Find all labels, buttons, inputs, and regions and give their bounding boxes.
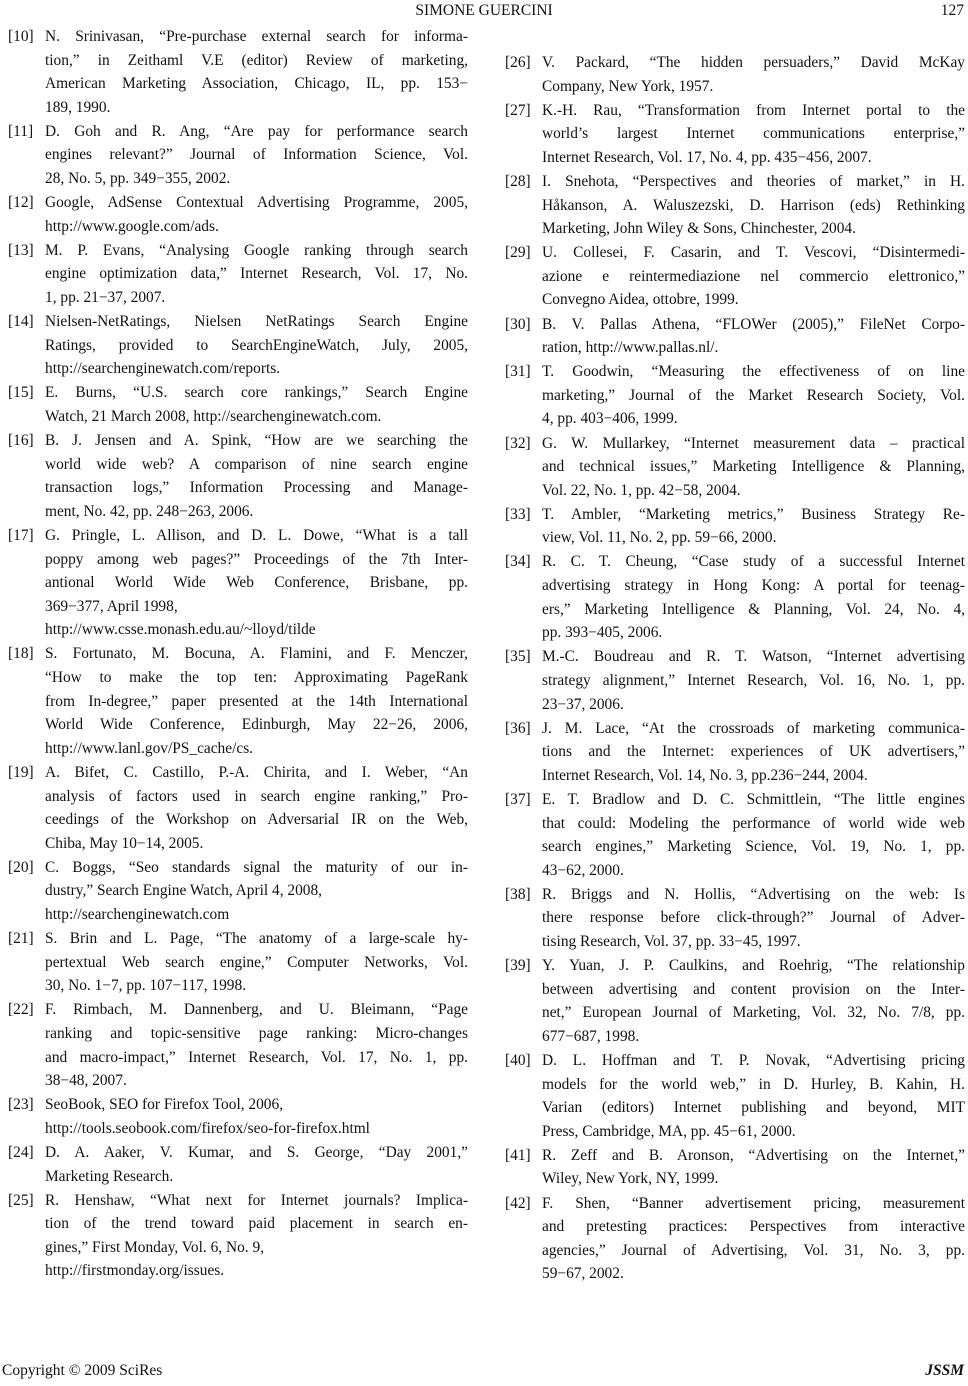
reference-line: advertising strategy in Hong Kong: A portal for teenag-	[542, 577, 965, 595]
reference-line: G. Pringle, L. Allison, and D. L. Dowe, “What is a tall	[45, 526, 468, 544]
reference-line: Company, New York, 1957.	[542, 77, 714, 95]
reference-line: poppy among web pages?” Proceedings of the 7th Inter-	[45, 550, 468, 568]
reference-number: [30]	[505, 315, 531, 333]
reference-number: [26]	[505, 54, 531, 71]
reference-entry	[8, 120, 468, 191]
reference-line: “How to make the top ten: Approximating PageRank	[45, 669, 468, 687]
reference-entry	[8, 1189, 468, 1283]
reference-number: [28]	[505, 172, 531, 190]
reference-entry	[505, 313, 965, 360]
reference-line: S. Fortunato, M. Bocuna, A. Flamini, and F. Menczer,	[45, 645, 468, 663]
copyright-notice: Copyright © 2009 SciRes	[2, 1362, 163, 1379]
reference-line: world wide web? A comparison of nine search engine	[45, 455, 468, 473]
reference-line: M.-C. Boudreau and R. T. Watson, “Internet advertising	[542, 648, 965, 666]
reference-line: T. Goodwin, “Measuring the effectiveness of on line	[542, 363, 965, 381]
reference-line: 4, pp. 403−406, 1999.	[542, 410, 678, 428]
reference-line: D. A. Aaker, V. Kumar, and S. George, “Day 2001,”	[45, 1143, 468, 1161]
reference-line: D. Goh and R. Ang, “Are pay for performance search	[45, 122, 468, 140]
reference-line: E. Burns, “U.S. search core rankings,” Search Engine	[45, 384, 468, 402]
reference-line: 189, 1990.	[45, 98, 111, 116]
reference-entry	[505, 1144, 965, 1191]
reference-line: 30, No. 1−7, pp. 107−117, 1998.	[45, 977, 247, 995]
reference-number: [19]	[8, 763, 34, 781]
reference-line: Håkanson, A. Waluszezski, D. Harrison (eds) Rethinking	[542, 196, 965, 214]
reference-line: dustry,” Search Engine Watch, April 4, 2008,	[45, 882, 323, 900]
reference-line: that could: Modeling the performance of world wide web	[542, 814, 965, 832]
reference-line: D. L. Hoffman and T. P. Novak, “Advertising pricing	[542, 1051, 965, 1069]
reference-line: http://firstmonday.org/issues.	[45, 1262, 225, 1280]
reference-number: [22]	[8, 1001, 34, 1019]
reference-line: ranking and topic-sensitive page ranking: Micro-changes	[45, 1024, 468, 1042]
reference-line: R. Zeff and B. Aronson, “Advertising on the Internet,”	[542, 1146, 965, 1164]
reference-line: E. T. Bradlow and D. C. Schmittlein, “The little engines	[542, 790, 965, 808]
reference-line: U. Collesei, F. Casarin, and T. Vescovi, “Disintermedi-	[542, 244, 965, 262]
reference-entry	[8, 381, 468, 428]
reference-entry	[8, 642, 468, 760]
reference-line: N. Srinivasan, “Pre-purchase external search for informa-	[45, 28, 468, 45]
reference-line: F. Rimbach, M. Dannenberg, and U. Bleimann, “Page	[45, 1001, 468, 1019]
reference-line: Ratings, provided to SearchEngineWatch, July, 2005,	[45, 336, 468, 354]
reference-number: [13]	[8, 241, 34, 259]
reference-entry	[505, 1049, 965, 1143]
reference-line: R. Briggs and N. Hollis, “Advertising on the web: Is	[542, 885, 965, 903]
reference-entry	[505, 99, 965, 170]
reference-line: http://searchenginewatch.com/reports.	[45, 360, 281, 378]
reference-line: and macro-impact,” Internet Research, Vol. 17, No. 1, pp.	[45, 1048, 468, 1066]
reference-line: http://tools.seobook.com/firefox/seo-for-firefox.html	[45, 1119, 370, 1137]
reference-number: [20]	[8, 858, 34, 876]
reference-line: there response before click-through?” Journal of Adver-	[542, 909, 965, 927]
reference-line: Convegno Aidea, ottobre, 1999.	[542, 291, 739, 309]
reference-number: [29]	[505, 244, 531, 262]
reference-entry	[505, 51, 965, 98]
reference-line: Y. Yuan, J. P. Caulkins, and Roehrig, “The relationship	[542, 957, 965, 975]
reference-entry	[505, 954, 965, 1048]
reference-line: 677−687, 1998.	[542, 1027, 640, 1045]
reference-line: and pretesting practices: Perspectives from interactive	[542, 1218, 965, 1236]
reference-line: I. Snehota, “Perspectives and theories of market,” in H.	[542, 172, 965, 190]
reference-line: engine optimization data,” Internet Research, Vol. 17, No.	[45, 265, 468, 283]
reference-line: antional World Wide Web Conference, Brisbane, pp.	[45, 574, 468, 592]
header-author: SIMONE GUERCINI	[415, 2, 553, 19]
reference-entry	[8, 998, 468, 1092]
reference-entry	[8, 1093, 468, 1140]
reference-entry	[505, 883, 965, 954]
references-left-column	[8, 25, 468, 1283]
reference-number: [23]	[8, 1096, 34, 1114]
reference-entry	[505, 717, 965, 788]
reference-line: Wiley, New York, NY, 1999.	[542, 1170, 719, 1188]
reference-line: pertextual Web search engine,” Computer Networks, Vol.	[45, 953, 468, 971]
reference-line: transaction logs,” Information Processing and Manage-	[45, 479, 468, 497]
reference-number: [15]	[8, 384, 34, 402]
reference-entry	[505, 1192, 965, 1286]
reference-number: [34]	[505, 553, 531, 571]
reference-line: engines relevant?” Journal of Information Science, Vol.	[45, 146, 468, 164]
reference-number: [27]	[505, 101, 531, 119]
reference-line: tion,” in Zeithaml V.E (editor) Review of marketing,	[45, 51, 468, 69]
reference-line: Internet Research, Vol. 14, No. 3, pp.236−244, 2004.	[542, 766, 868, 784]
reference-line: K.-H. Rau, “Transformation from Internet portal to the	[542, 101, 965, 119]
reference-number: [21]	[8, 930, 34, 948]
reference-line: SeoBook, SEO for Firefox Tool, 2006,	[45, 1096, 284, 1114]
page-number: 127	[940, 2, 964, 19]
reference-line: 23−37, 2006.	[542, 695, 624, 713]
reference-line: 1, pp. 21−37, 2007.	[45, 289, 166, 307]
reference-line: from In-degree,” paper presented at the 14th International	[45, 692, 468, 710]
reference-entry	[505, 170, 965, 241]
reference-line: A. Bifet, C. Castillo, P.-A. Chirita, and I. Weber, “An	[45, 763, 468, 781]
reference-entry	[505, 360, 965, 431]
reference-line: world’s largest Internet communications enterprise,”	[542, 125, 965, 143]
reference-line: Vol. 22, No. 1, pp. 42−58, 2004.	[542, 481, 741, 499]
reference-line: tion of the trend toward paid placement in search en-	[45, 1215, 468, 1233]
reference-line: J. M. Lace, “At the crossroads of marketing communica-	[542, 719, 965, 737]
reference-line: view, Vol. 11, No. 2, pp. 59−66, 2000.	[542, 529, 777, 547]
reference-line: azione e reintermediazione nel commercio elettronico,”	[542, 267, 965, 285]
reference-line: net,” European Journal of Marketing, Vol. 32, No. 7/8, pp.	[542, 1004, 965, 1022]
reference-line: http://www.csse.monash.edu.au/~lloyd/tilde	[45, 621, 316, 639]
reference-entry	[8, 856, 468, 927]
reference-line: 28, No. 5, pp. 349−355, 2002.	[45, 170, 231, 188]
reference-line: models for the world web,” in D. Hurley, B. Kahin, H.	[542, 1075, 965, 1093]
reference-line: ers,” Marketing Intelligence & Planning, Vol. 24, No. 4,	[542, 600, 965, 618]
reference-line: Google, AdSense Contextual Advertising Programme, 2005,	[45, 194, 468, 212]
journal-abbreviation: JSSM	[925, 1362, 964, 1379]
reference-entry	[8, 239, 468, 310]
reference-line: R. Henshaw, “What next for Internet journals? Implica-	[45, 1191, 468, 1209]
reference-line: Marketing, John Wiley & Sons, Chinchester, 2004.	[542, 220, 856, 238]
reference-line: ceedings of the Workshop on Adversarial IR on the Web,	[45, 811, 468, 829]
reference-entry	[8, 25, 468, 119]
reference-entry	[8, 1141, 468, 1188]
reference-line: 43−62, 2000.	[542, 861, 624, 879]
running-header	[0, 0, 968, 24]
reference-number: [37]	[505, 790, 531, 808]
reference-line: Internet Research, Vol. 17, No. 4, pp. 435−456, 2007.	[542, 148, 872, 166]
reference-entry	[8, 191, 468, 238]
reference-line: Marketing Research.	[45, 1167, 174, 1185]
reference-line: strategy alignment,” Internet Research, Vol. 16, No. 1, pp.	[542, 671, 965, 689]
reference-number: [17]	[8, 526, 34, 544]
reference-number: [39]	[505, 957, 531, 975]
reference-number: [18]	[8, 645, 34, 663]
reference-entry	[8, 310, 468, 381]
reference-number: [40]	[505, 1051, 531, 1069]
reference-number: [42]	[505, 1194, 531, 1212]
reference-number: [14]	[8, 313, 34, 331]
reference-entry	[505, 788, 965, 882]
reference-line: gines,” First Monday, Vol. 6, No. 9,	[45, 1238, 265, 1256]
reference-number: [32]	[505, 434, 531, 452]
reference-entry	[8, 524, 468, 642]
references-right-column	[505, 51, 965, 1286]
reference-line: S. Brin and L. Page, “The anatomy of a large-scale hy-	[45, 930, 468, 948]
reference-entry	[505, 645, 965, 716]
reference-line: marketing,” Journal of the Market Research Society, Vol.	[542, 386, 965, 404]
reference-line: http://www.google.com/ads.	[45, 217, 219, 235]
reference-entry	[505, 550, 965, 644]
reference-line: pp. 393−405, 2006.	[542, 624, 663, 642]
reference-number: [41]	[505, 1146, 531, 1164]
reference-line: American Marketing Association, Chicago, IL, pp. 153−	[45, 75, 468, 93]
reference-number: [25]	[8, 1191, 34, 1209]
reference-line: 369−377, April 1998,	[45, 597, 178, 615]
reference-entry	[505, 241, 965, 312]
reference-line: http://searchenginewatch.com	[45, 905, 230, 923]
reference-line: agencies,” Journal of Advertising, Vol. 31, No. 3, pp.	[542, 1241, 965, 1259]
reference-number: [33]	[505, 505, 531, 523]
reference-number: [10]	[8, 28, 34, 45]
reference-number: [35]	[505, 648, 531, 666]
reference-line: World Wide Conference, Edinburgh, May 22−26, 2006,	[45, 716, 468, 734]
reference-line: tions and the Internet: experiences of UK advertisers,”	[542, 743, 965, 761]
reference-line: analysis of factors used in search engine ranking,” Pro-	[45, 787, 468, 805]
reference-line: Nielsen-NetRatings, Nielsen NetRatings Search Engine	[45, 313, 468, 331]
reference-line: V. Packard, “The hidden persuaders,” David McKay	[542, 54, 965, 71]
reference-line: 38−48, 2007.	[45, 1072, 127, 1090]
reference-line: R. C. T. Cheung, “Case study of a successful Internet	[542, 553, 965, 571]
reference-number: [36]	[505, 719, 531, 737]
reference-number: [12]	[8, 194, 34, 212]
reference-line: M. P. Evans, “Analysing Google ranking through search	[45, 241, 468, 259]
reference-number: [24]	[8, 1143, 34, 1161]
reference-line: Chiba, May 10−14, 2005.	[45, 834, 204, 852]
reference-line: B. V. Pallas Athena, “FLOWer (2005),” FileNet Corpo-	[542, 315, 965, 333]
reference-entry	[8, 761, 468, 855]
reference-line: ment, No. 42, pp. 248−263, 2006.	[45, 502, 254, 520]
reference-number: [31]	[505, 363, 531, 381]
reference-line: Varian (editors) Internet publishing and beyond, MIT	[542, 1099, 965, 1117]
reference-line: and technical issues,” Marketing Intelligence & Planning,	[542, 458, 965, 476]
reference-line: G. W. Mullarkey, “Internet measurement data – practical	[542, 434, 965, 452]
reference-line: tising Research, Vol. 37, pp. 33−45, 1997.	[542, 932, 801, 950]
reference-number: [38]	[505, 885, 531, 903]
reference-line: C. Boggs, “Seo standards signal the maturity of our in-	[45, 858, 468, 876]
reference-line: http://www.lanl.gov/PS_cache/cs.	[45, 739, 254, 757]
reference-line: ration, http://www.pallas.nl/.	[542, 339, 719, 357]
reference-line: Watch, 21 March 2008, http://searchenginewatch.com.	[45, 408, 382, 425]
reference-line: B. J. Jensen and A. Spink, “How are we searching the	[45, 432, 468, 450]
reference-line: search engines,” Marketing Science, Vol. 19, No. 1, pp.	[542, 838, 965, 856]
reference-line: Press, Cambridge, MA, pp. 45−61, 2000.	[542, 1122, 796, 1140]
reference-line: 59−67, 2002.	[542, 1265, 624, 1283]
reference-line: T. Ambler, “Marketing metrics,” Business Strategy Re-	[542, 505, 965, 523]
reference-entry	[8, 927, 468, 998]
reference-line: F. Shen, “Banner advertisement pricing, measurement	[542, 1194, 965, 1212]
reference-line: between advertising and content provision on the Inter-	[542, 980, 965, 998]
reference-number: [11]	[8, 122, 34, 140]
reference-entry	[505, 432, 965, 503]
reference-entry	[505, 503, 965, 550]
reference-entry	[8, 429, 468, 523]
reference-number: [16]	[8, 432, 34, 450]
